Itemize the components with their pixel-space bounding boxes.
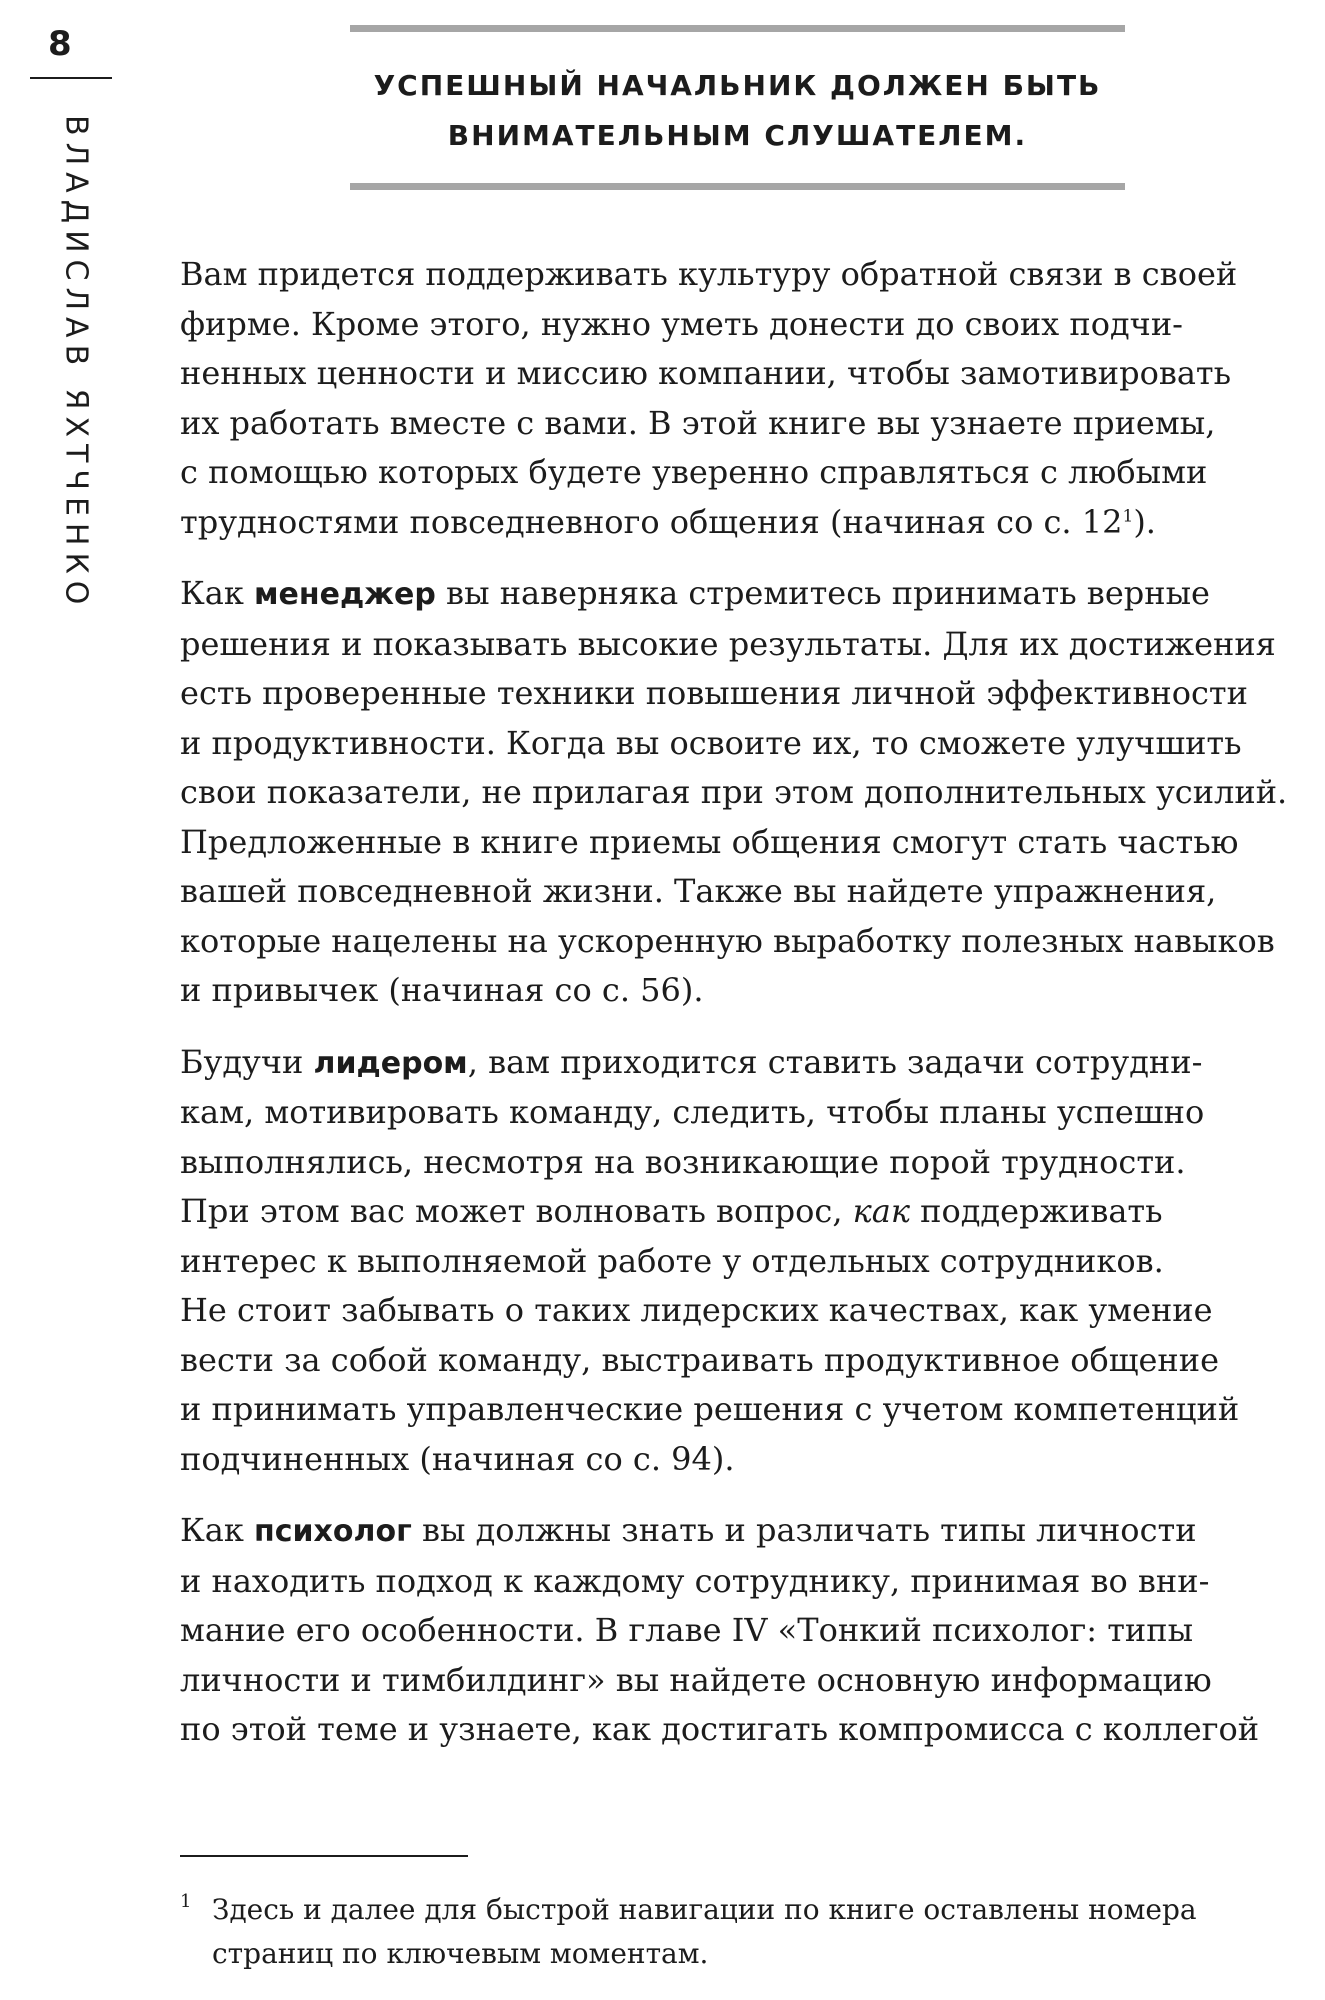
text-line	[180, 1506, 1298, 1557]
callout-line: ВНИМАТЕЛЬНЫМ СЛУШАТЕЛЕМ.	[447, 119, 1028, 152]
paragraph-psychologist	[180, 1506, 1298, 1755]
text-line: и продуктивности. Когда вы освоите их, то сможете улучшить	[180, 723, 1242, 762]
callout-line: УСПЕШНЫЙ НАЧАЛЬНИК ДОЛЖЕН БЫТЬ	[373, 69, 1102, 102]
text-run: вы должны знать и различать типы личности	[411, 1511, 1197, 1549]
text-line: и находить подход к каждому сотруднику, принимая во вни-	[180, 1561, 1210, 1600]
text-line: подчиненных (начиная со с. 94).	[180, 1439, 735, 1478]
text-line: и привычек (начиная со с. 56).	[180, 971, 704, 1009]
callout-top-rule	[350, 25, 1125, 32]
text-line	[180, 569, 1298, 620]
text-line: личности и тимбилдинг» вы найдете основную информацию	[180, 1660, 1212, 1699]
text-run: Как	[180, 574, 255, 612]
text-line: интерес к выполняемой работе у отдельных сотрудников.	[180, 1241, 1164, 1280]
text-line: есть проверенные техники повышения личной эффективности	[180, 674, 1248, 712]
footnote-line: Здесь и далее для быстрой навигации по книге оставлены номера	[212, 1893, 1197, 1926]
paragraph-manager	[180, 569, 1298, 1016]
text-run: При этом вас может волновать вопрос,	[180, 1192, 853, 1230]
keyword-leader: лидером	[313, 1045, 468, 1081]
text-run: Будучи	[180, 1042, 314, 1081]
text-line: решения и показывать высокие результаты. Для их достижения	[180, 624, 1276, 663]
text-line: их работать вместе с вами. В этой книге вы узнаете приемы,	[180, 403, 1216, 442]
page-number-rule	[30, 77, 112, 79]
text-line: вести за собой команду, выстраивать продуктивное общение	[180, 1340, 1219, 1379]
callout-box	[350, 25, 1125, 190]
callout-bottom-rule	[350, 183, 1125, 190]
footnote-ref: 1	[1122, 505, 1134, 526]
running-head: ВЛАДИСЛАВ ЯХТЧЕНКО	[58, 115, 94, 612]
text-line: вашей повседневной жизни. Также вы найдете упражнения,	[180, 872, 1217, 910]
text-run: Как	[180, 1511, 255, 1549]
footnote-rule	[180, 1855, 468, 1857]
text-line: и принимать управленческие решения с учетом компетенций	[180, 1390, 1240, 1428]
text-line: которые нацелены на ускоренную выработку полезных навыков	[180, 921, 1275, 960]
text-line	[180, 1038, 1298, 1089]
text-line: с помощью которых будете уверенно справляться с любыми	[180, 453, 1208, 491]
text-line: мание его особенности. В главе IV «Тонкий психолог: типы	[180, 1611, 1194, 1649]
italic-word: как	[852, 1192, 910, 1230]
text-line	[180, 1187, 1298, 1237]
text-line: выполнялись, несмотря на возникающие порой трудности.	[180, 1142, 1186, 1181]
callout-text	[350, 61, 1125, 161]
keyword-psychologist: психолог	[254, 1514, 412, 1549]
text-line: ненных ценности и миссию компании, чтобы замотивировать	[180, 354, 1232, 392]
text-line: Вам придется поддерживать культуру обратной связи в своей	[180, 255, 1238, 293]
text-run: поддерживать	[909, 1192, 1163, 1230]
text-line: по этой теме и узнаете, как достигать компромисса с коллегой	[180, 1710, 1260, 1748]
text-line: Не стоит забывать о таких лидерских качествах, как умение	[180, 1291, 1213, 1329]
paragraph-intro	[180, 250, 1298, 547]
text-line	[180, 498, 1298, 548]
text-run: вы наверняка стремитесь принимать верные	[435, 574, 1210, 612]
footnote	[180, 1888, 1298, 1976]
text-line: Предложенные в книге приемы общения смогут стать частью	[180, 822, 1239, 861]
text-run: ).	[1133, 502, 1156, 541]
page-number: 8	[48, 24, 72, 64]
text-line: свои показатели, не прилагая при этом дополнительных усилий.	[180, 773, 1288, 811]
text-run: , вам приходится ставить задачи сотрудни-	[467, 1042, 1203, 1081]
text-run: трудностями повседневного общения (начиная со с. 12	[180, 502, 1123, 541]
body-text	[180, 250, 1298, 1777]
footnote-mark: 1	[180, 1891, 192, 1912]
footnote-line: страниц по ключевым моментам.	[212, 1937, 709, 1970]
keyword-manager: менеджер	[254, 577, 436, 612]
text-line: фирме. Кроме этого, нужно уметь донести до своих подчи-	[180, 304, 1183, 343]
paragraph-leader	[180, 1038, 1298, 1485]
text-line: кам, мотивировать команду, следить, чтобы планы успешно	[180, 1093, 1205, 1131]
